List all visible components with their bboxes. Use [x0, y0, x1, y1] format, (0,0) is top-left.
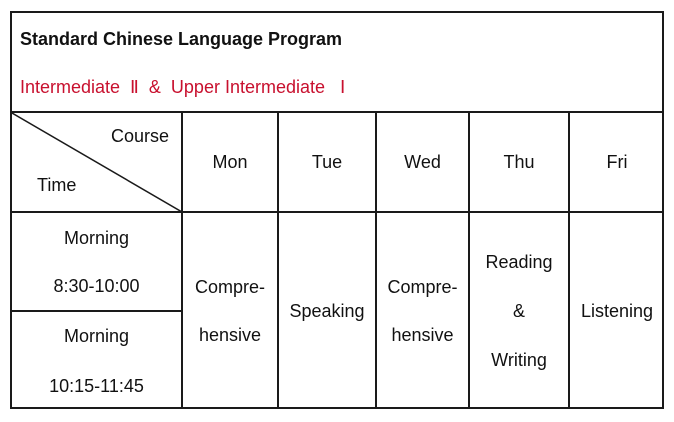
time-slot-time: 10:15-11:45 — [49, 375, 144, 396]
time-slot-label: Morning — [63, 325, 130, 346]
day-header-tue: Tue — [311, 151, 343, 172]
course-cell-wed — [377, 213, 468, 409]
course-cell-fri — [570, 213, 664, 409]
day-header-wed: Wed — [404, 151, 441, 172]
course-cell-thu — [470, 213, 568, 409]
course-text: Reading — [485, 251, 553, 272]
course-text: Writing — [491, 349, 547, 370]
time-axis-label: Time — [37, 175, 77, 195]
course-axis-label: Course — [110, 126, 169, 146]
day-header-mon: Mon — [212, 151, 248, 172]
course-cell-mon — [183, 213, 277, 409]
table-header — [12, 13, 662, 113]
corner-cell — [12, 113, 182, 212]
course-text: hensive — [198, 325, 262, 345]
day-header-fri: Fri — [606, 151, 628, 172]
course-text: Speaking — [289, 300, 365, 321]
course-cell-tue — [279, 213, 375, 409]
time-slot-time: 8:30-10:00 — [53, 275, 140, 296]
program-title: Standard Chinese Language Program — [20, 29, 343, 49]
course-text: Listening — [580, 300, 654, 321]
course-text: Compre- — [194, 277, 265, 297]
level-subtitle: Intermediate Ⅱ & Upper Intermediate Ⅰ — [20, 77, 346, 97]
schedule-table — [10, 11, 664, 409]
time-slot-1 — [12, 213, 181, 310]
course-text: hensive — [391, 325, 454, 345]
course-text: & — [512, 300, 525, 321]
course-text: Compre- — [387, 277, 458, 297]
time-slot-label: Morning — [63, 227, 130, 248]
day-header-thu: Thu — [503, 151, 535, 172]
time-slot-2 — [12, 312, 181, 409]
